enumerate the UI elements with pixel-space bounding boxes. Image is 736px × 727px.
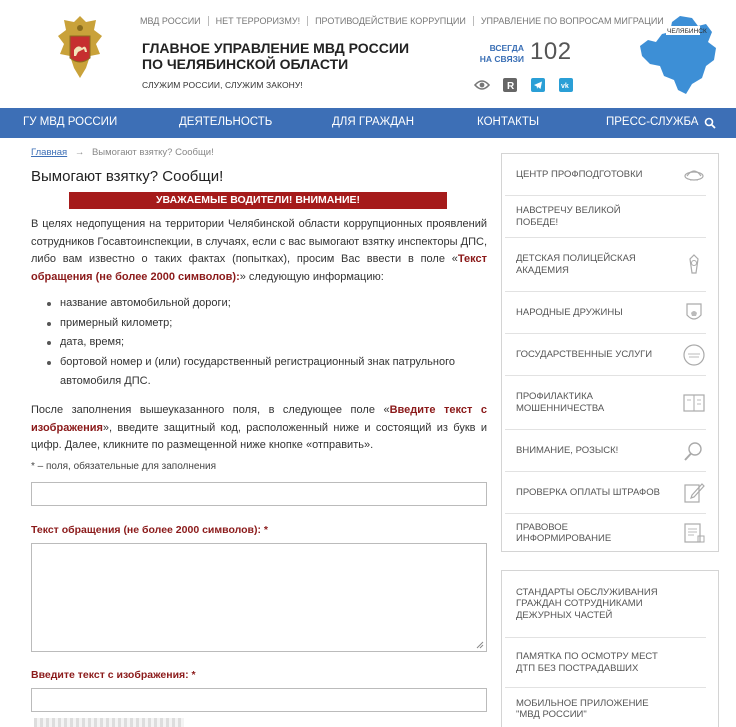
- sidebar-services: [501, 153, 719, 552]
- sidebar-item-label: НАВСТРЕЧУ ВЕЛИКОЙ ПОБЕДЕ!: [516, 205, 621, 228]
- breadcrumb-home[interactable]: Главная: [31, 147, 68, 158]
- nav-item-press[interactable]: ПРЕСС-СЛУЖБА: [606, 116, 699, 128]
- sidebar-item-label: ПРАВОВОЕ ИНФОРМИРОВАНИЕ: [516, 521, 612, 544]
- message-textarea[interactable]: [31, 543, 487, 652]
- sidebar-item-wanted[interactable]: [505, 430, 706, 472]
- svg-text:vk: vk: [561, 83, 569, 90]
- magnifier-icon: [682, 439, 706, 463]
- breadcrumb-separator: →: [74, 147, 85, 158]
- sidebar-item-label: ПРОВЕРКА ОПЛАТЫ ШТРАФОВ: [516, 486, 660, 498]
- book-icon: [682, 391, 706, 415]
- sidebar-item-legal-info[interactable]: [505, 514, 706, 552]
- site-header: [0, 0, 736, 108]
- breadcrumb: [31, 147, 214, 158]
- sidebar-item-accident-memo[interactable]: [505, 638, 706, 688]
- mvd-emblem-icon[interactable]: [56, 14, 104, 82]
- sidebar-item-label: ГОСУДАРСТВЕННЫЕ УСЛУГИ: [516, 348, 653, 360]
- pen-icon: [682, 481, 706, 505]
- org-title-line1: ГЛАВНОЕ УПРАВЛЕНИЕ МВД РОССИИ: [142, 40, 410, 56]
- document-icon: [682, 521, 706, 545]
- academy-icon: [682, 253, 706, 277]
- alert-banner: УВАЖАЕМЫЕ ВОДИТЕЛИ! ВНИМАНИЕ!: [69, 192, 447, 209]
- sidebar-item-label: ДЕТСКАЯ ПОЛИЦЕЙСКАЯ АКАДЕМИЯ: [516, 253, 636, 276]
- intro-paragraph: [31, 216, 487, 286]
- required-note: * – поля, обязательные для заполнения: [31, 461, 216, 472]
- sidebar-item-volunteer-squads[interactable]: [505, 292, 706, 334]
- info-bullet-list: [47, 294, 487, 392]
- telegram-icon[interactable]: [530, 77, 546, 93]
- captcha-field-label: Введите текст с изображения: *: [31, 669, 196, 681]
- social-links: [474, 77, 574, 93]
- instructions-text-bold: Введите текст с изображения: [31, 404, 487, 434]
- hotline-number: 102: [530, 38, 572, 65]
- nav-item-activity[interactable]: ДЕЯТЕЛЬНОСТЬ: [179, 116, 273, 128]
- intro-text-2: » следующую информацию:: [239, 270, 384, 283]
- sidebar-item-label: НАРОДНЫЕ ДРУЖИНЫ: [516, 306, 623, 318]
- captcha-input[interactable]: [31, 688, 487, 712]
- captcha-image: [34, 718, 184, 727]
- svg-text:R: R: [507, 81, 515, 92]
- breadcrumb-current: Вымогают взятку? Сообщи!: [91, 147, 214, 158]
- hotline-label: [472, 43, 524, 65]
- gosuslugi-icon: [682, 343, 706, 367]
- sidebar-item-gov-services[interactable]: [505, 334, 706, 376]
- sidebar-item-label: ЦЕНТР ПРОФПОДГОТОВКИ: [516, 168, 643, 180]
- org-title-line2: ПО ЧЕЛЯБИНСКОЙ ОБЛАСТИ: [142, 56, 349, 72]
- nav-item-contacts[interactable]: КОНТАКТЫ: [477, 116, 540, 128]
- name-input[interactable]: [31, 482, 487, 506]
- sidebar-documents: [501, 570, 719, 727]
- sidebar-item-fraud-prevention[interactable]: [505, 376, 706, 430]
- nav-item-citizens[interactable]: ДЛЯ ГРАЖДАН: [332, 116, 415, 128]
- list-item: примерный километр;: [47, 314, 487, 334]
- rutube-icon[interactable]: [502, 77, 518, 93]
- map-city-label: ЧЕЛЯБИНСК: [667, 28, 707, 35]
- top-link-antiterror[interactable]: НЕТ ТЕРРОРИЗМУ!: [208, 16, 307, 26]
- shield-icon: [682, 301, 706, 325]
- vk-icon[interactable]: [558, 77, 574, 93]
- sidebar-item-police-academy[interactable]: [505, 238, 706, 292]
- text-field-label: Текст обращения (не более 2000 символов): *: [31, 524, 269, 536]
- main-nav: [0, 108, 736, 138]
- org-title[interactable]: [142, 40, 442, 72]
- nav-item-gu-mvd[interactable]: ГУ МВД РОССИИ: [23, 116, 118, 128]
- intro-text-1: В целях недопущения на территории Челябинской области коррупционных проявлений сотрудников Госавтоинспекции, в случаях, если с вас вымогают взятку инспекторы ДПС, либо вам известно о таких фактах (попытках), просим Вас ввести в поле «: [31, 218, 487, 265]
- eye-icon[interactable]: [474, 77, 490, 93]
- page-title: Вымогают взятку? Сообщи!: [31, 168, 224, 185]
- search-icon[interactable]: [704, 117, 716, 129]
- sidebar-item-fines-check[interactable]: [505, 472, 706, 514]
- sidebar-item-mobile-app[interactable]: [505, 688, 706, 727]
- region-map-icon[interactable]: [636, 14, 720, 96]
- cap-icon: [682, 163, 706, 187]
- sidebar-item-training-center[interactable]: [505, 154, 706, 196]
- instructions-text-1: После заполнения вышеуказанного поля, в следующее поле «: [31, 404, 390, 416]
- intro-text-bold: Текст обращения (не более 2000 символов):: [31, 253, 487, 283]
- top-link-mvd[interactable]: МВД РОССИИ: [140, 16, 201, 26]
- top-link-migration[interactable]: УПРАВЛЕНИЕ ПО ВОПРОСАМ МИГРАЦИИ: [473, 16, 671, 26]
- list-item: название автомобильной дороги;: [47, 294, 487, 314]
- sidebar-item-victory[interactable]: [505, 196, 706, 238]
- sidebar-item-label: ПАМЯТКА ПО ОСМОТРУ МЕСТ ДТП БЕЗ ПОСТРАДАВШИХ: [516, 651, 658, 674]
- instructions-text-2: », введите защитный код, расположенный ниже и состоящий из букв и цифр. Далее, кликните по размещенной ниже кнопке «отправить».: [31, 421, 487, 451]
- hotline-label-line2: НА СВЯЗИ: [479, 54, 524, 64]
- sidebar-item-label: ВНИМАНИЕ, РОЗЫСК!: [516, 444, 619, 456]
- instructions-paragraph: [31, 402, 487, 455]
- sidebar-item-label: СТАНДАРТЫ ОБСЛУЖИВАНИЯ ГРАЖДАН СОТРУДНИКАМИ ДЕЖУРНЫХ ЧАСТЕЙ: [516, 586, 658, 621]
- sidebar-item-label: МОБИЛЬНОЕ ПРИЛОЖЕНИЕ "МВД РОССИИ": [516, 697, 649, 720]
- hotline-label-line1: ВСЕГДА: [489, 43, 524, 53]
- sidebar-item-label: ПРОФИЛАКТИКА МОШЕННИЧЕСТВА: [516, 391, 605, 414]
- list-item: бортовой номер и (или) государственный регистрационный знак патрульного автомобиля ДПС.: [47, 353, 487, 392]
- list-item: дата, время;: [47, 333, 487, 353]
- slogan: СЛУЖИМ РОССИИ, СЛУЖИМ ЗАКОНУ!: [142, 80, 303, 90]
- sidebar-item-duty-standards[interactable]: [505, 571, 706, 638]
- top-link-anticorruption[interactable]: ПРОТИВОДЕЙСТВИЕ КОРРУПЦИИ: [307, 16, 473, 26]
- resize-handle-icon[interactable]: [476, 641, 484, 649]
- top-links: [140, 16, 671, 26]
